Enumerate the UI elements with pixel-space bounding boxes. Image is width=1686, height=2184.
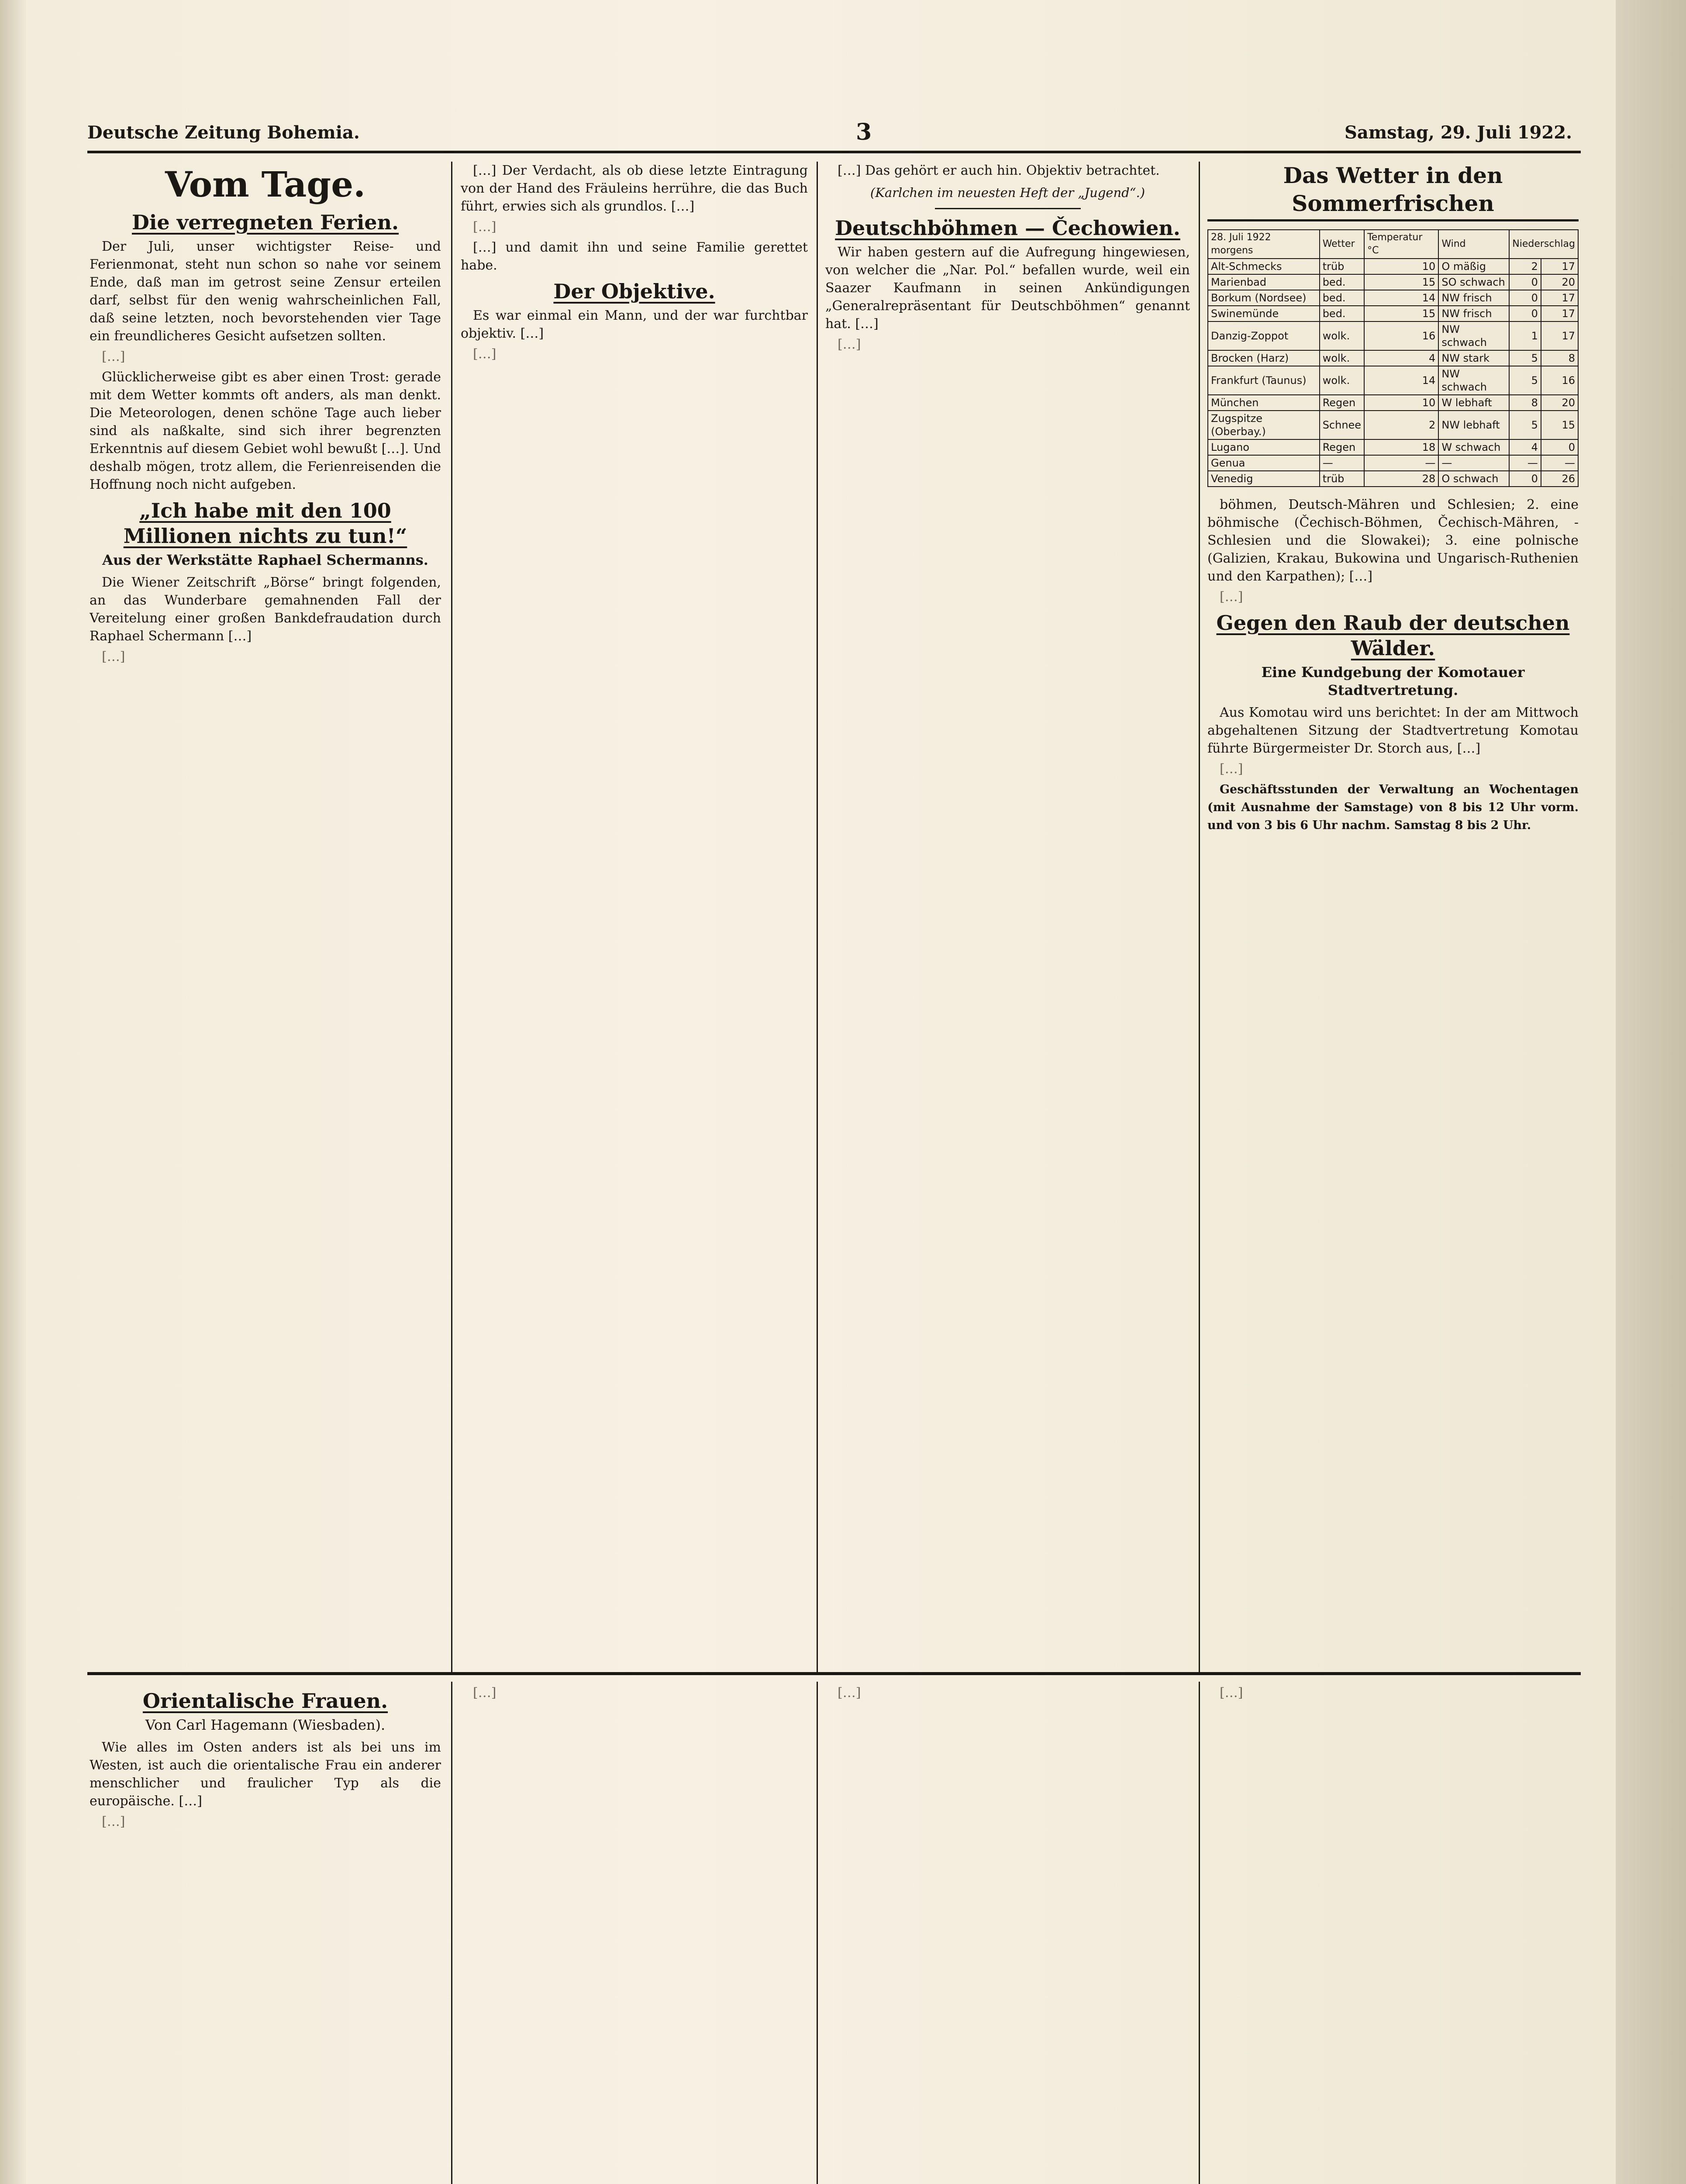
paragraph: böhmen, Deutsch-Mähren und Schlesien; 2. eine böhmische (Čechisch-Böhmen, Čechisch-Mähren, -Schlesien und die Slowakei); 3. eine polnische (Galizien, Krakau, Bukowina und Ungarisch-Ruthenien und den Karpathen); […] (1207, 497, 1579, 584)
weather-cell: 17 (1541, 306, 1578, 321)
paragraph: Glücklicherweise gibt es aber einen Trost: gerade mit dem Wetter kommts oft anders, als man denkt. Die Meteorologen, denen schöne Tage auch lieber sind als naßkalte, sind sich ihrer begrenzten Erkenntnis auf diesem Gebiet wohl bewußt […]. Und deshalb mögen, trotz allem, die Ferienreisenden die Hoffnung noch nicht aufgeben. (90, 370, 441, 492)
weather-cell: SO schwach (1438, 274, 1509, 290)
weather-cell: 0 (1509, 274, 1541, 290)
weather-heading: Das Wetter in den Sommerfrischen (1207, 162, 1579, 221)
weather-cell: 28 (1364, 471, 1438, 487)
weather-cell: 17 (1541, 290, 1578, 306)
weather-cell: — (1364, 455, 1438, 471)
article-byline: Von Carl Hagemann (Wiesbaden). (145, 1717, 386, 1733)
paragraph: […] Der Verdacht, als ob diese letzte Eintragung von der Hand des Fräuleins herrühre, die das Buch führt, erwies sich als grundlos. […] (461, 163, 808, 214)
weather-cell: Regen (1320, 439, 1364, 455)
weather-cell: 0 (1509, 290, 1541, 306)
page-edge-fold (1616, 0, 1686, 2184)
weather-cell: 20 (1541, 395, 1578, 411)
weather-cell: 26 (1541, 471, 1578, 487)
weather-cell: — (1541, 455, 1578, 471)
bottom-column-1 (90, 1684, 441, 2184)
weather-cell: Danzig-Zoppot (1208, 321, 1320, 350)
weather-cell: bed. (1320, 290, 1364, 306)
weather-cell: 0 (1509, 306, 1541, 321)
weather-cell: 18 (1364, 439, 1438, 455)
weather-cell: Regen (1320, 395, 1364, 411)
paragraph-omitted: […] (473, 346, 496, 362)
weather-table-body (1208, 259, 1578, 487)
masthead (87, 119, 1572, 149)
weather-row (1208, 471, 1578, 487)
weather-cell: Marienbad (1208, 274, 1320, 290)
weather-cell: 8 (1541, 350, 1578, 366)
masthead-date: Samstag, 29. Juli 1922. (1345, 122, 1572, 143)
paragraph: Die Wiener Zeitschrift „Börse“ bringt folgenden, an das Wunderbare gemahnenden Fall der Vereitelung einer großen Bankdefraudation durch Raphael Schermann […] (90, 575, 441, 644)
weather-cell: NW schwach (1438, 321, 1509, 350)
weather-table (1207, 229, 1579, 487)
weather-cell: Alt-Schmecks (1208, 259, 1320, 274)
horizontal-section-rule (87, 1672, 1581, 1675)
weather-cell: 4 (1509, 439, 1541, 455)
weather-cell: 8 (1509, 395, 1541, 411)
weather-cell: 0 (1541, 439, 1578, 455)
weather-cell: — (1509, 455, 1541, 471)
bottom-column-4 (1207, 1684, 1579, 2184)
header-cell: Temperatur °C (1364, 230, 1438, 259)
column-rule-1 (451, 162, 452, 1673)
weather-cell: — (1438, 455, 1509, 471)
weather-cell: NW stark (1438, 350, 1509, 366)
article-title-frauen: Orientalische Frauen. (142, 1689, 388, 1713)
header-cell: Niederschlag (1509, 230, 1578, 259)
header-cell: Wind (1438, 230, 1509, 259)
weather-row (1208, 411, 1578, 439)
weather-cell: NW lebhaft (1438, 411, 1509, 439)
weather-cell: bed. (1320, 274, 1364, 290)
paragraph: Der Juli, unser wichtigster Reise- und Ferienmonat, steht nun schon so nahe vor seinem Ende, daß man im getrost seine Zensur erteilen darf, selbst für den wenig wahrscheinlichen Fall, daß seine letzten, noch bevorstehenden vier Tage ein freundlicheres Gesicht aufsetzen sollten. (90, 239, 441, 344)
paragraph-omitted: […] (1220, 589, 1243, 605)
article-subtitle: Aus der Werkstätte Raphael Schermanns. (102, 552, 428, 568)
paragraph-omitted: […] (1220, 1685, 1243, 1700)
weather-cell: 2 (1364, 411, 1438, 439)
bottom-column-3 (825, 1684, 1190, 2184)
column-rule-3 (1199, 162, 1200, 1673)
weather-cell: 4 (1364, 350, 1438, 366)
weather-cell: NW schwach (1438, 366, 1509, 395)
weather-row (1208, 350, 1578, 366)
paragraph-omitted: […] (1220, 761, 1243, 777)
weather-row (1208, 366, 1578, 395)
weather-cell: W lebhaft (1438, 395, 1509, 411)
weather-row (1208, 274, 1578, 290)
weather-cell: 14 (1364, 290, 1438, 306)
weather-table-date-header: 28. Juli 1922 morgens (1208, 230, 1320, 259)
weather-cell: bed. (1320, 306, 1364, 321)
column-rule-bottom-3 (1199, 1682, 1200, 2184)
weather-row (1208, 259, 1578, 274)
paragraph: Es war einmal ein Mann, und der war furchtbar objektiv. […] (461, 308, 808, 341)
weather-cell: wolk. (1320, 366, 1364, 395)
paragraph-omitted: […] (838, 337, 861, 352)
weather-row (1208, 306, 1578, 321)
weather-cell: Zugspitze (Oberbay.) (1208, 411, 1320, 439)
weather-cell: Frankfurt (Taunus) (1208, 366, 1320, 395)
article-title-objektive: Der Objektive. (553, 280, 715, 303)
article-title-ferien: Die verregneten Ferien. (131, 211, 399, 234)
weather-cell: Swinemünde (1208, 306, 1320, 321)
weather-cell: 1 (1509, 321, 1541, 350)
paragraph: […] Das gehört er auch hin. Objektiv betrachtet. (838, 163, 1160, 178)
header-cell: Wetter (1320, 230, 1364, 259)
weather-cell: 16 (1541, 366, 1578, 395)
column-rule-bottom-2 (817, 1682, 818, 2184)
weather-cell: 15 (1364, 274, 1438, 290)
weather-cell: trüb (1320, 259, 1364, 274)
weather-cell: 0 (1509, 471, 1541, 487)
weather-cell: O mäßig (1438, 259, 1509, 274)
weather-row (1208, 455, 1578, 471)
weather-cell: 20 (1541, 274, 1578, 290)
weather-cell: 5 (1509, 366, 1541, 395)
section-heading: Vom Tage. (165, 164, 365, 205)
paragraph: Wir haben gestern auf die Aufregung hingewiesen, von welcher die „Nar. Pol.“ befallen wurde, weil ein Saazer Kaufmann in seinen Ankündigungen „Generalrepräsentant für Deutschböhmen“ genannt hat. […] (825, 245, 1190, 332)
article-title-waelder: Gegen den Raub der deutschen Wälder. (1216, 611, 1570, 660)
weather-cell: Brocken (Harz) (1208, 350, 1320, 366)
masthead-paper-name: Deutsche Zeitung Bohemia. (87, 122, 360, 143)
weather-cell: NW frisch (1438, 290, 1509, 306)
weather-cell: NW frisch (1438, 306, 1509, 321)
weather-cell: 17 (1541, 259, 1578, 274)
weather-cell: 10 (1364, 395, 1438, 411)
column-2 (461, 162, 808, 1664)
paragraph-omitted: […] (102, 1814, 125, 1829)
weather-cell: Borkum (Nordsee) (1208, 290, 1320, 306)
paragraph: […] und damit ihn und seine Familie gerettet habe. (461, 240, 808, 273)
paragraph-omitted: […] (473, 1685, 496, 1700)
column-4 (1207, 162, 1579, 1664)
weather-cell: trüb (1320, 471, 1364, 487)
paragraph: Aus Komotau wird uns berichtet: In der am Mittwoch abgehaltenen Sitzung der Stadtvertretung Komotau führte Bürgermeister Dr. Storch aus, […] (1207, 705, 1579, 756)
weather-cell: 2 (1509, 259, 1541, 274)
weather-cell: 15 (1541, 411, 1578, 439)
weather-cell: 10 (1364, 259, 1438, 274)
weather-cell: wolk. (1320, 350, 1364, 366)
weather-cell: wolk. (1320, 321, 1364, 350)
weather-cell: 5 (1509, 350, 1541, 366)
bottom-column-2 (461, 1684, 808, 2184)
source-credit: (Karlchen im neuesten Heft der „Jugend“.) (870, 185, 1145, 200)
paragraph-omitted: […] (838, 1685, 861, 1700)
weather-cell: 15 (1364, 306, 1438, 321)
column-rule-2 (817, 162, 818, 1673)
weather-cell: O schwach (1438, 471, 1509, 487)
article-title-deutschboehmen: Deutschböhmen — Čechowien. (835, 216, 1180, 240)
paragraph-omitted: […] (102, 349, 125, 364)
weather-cell: Lugano (1208, 439, 1320, 455)
weather-cell: Venedig (1208, 471, 1320, 487)
weather-row (1208, 321, 1578, 350)
masthead-page-number: 3 (856, 119, 872, 145)
masthead-rule (87, 151, 1581, 153)
weather-cell: W schwach (1438, 439, 1509, 455)
weather-cell: 16 (1364, 321, 1438, 350)
weather-row (1208, 395, 1578, 411)
article-subtitle: Eine Kundgebung der Komotauer Stadtvertretung. (1261, 664, 1525, 698)
separator (935, 208, 1081, 209)
weather-cell: 17 (1541, 321, 1578, 350)
paragraph-omitted: […] (473, 219, 496, 235)
weather-cell: — (1320, 455, 1364, 471)
weather-cell: München (1208, 395, 1320, 411)
weather-cell: Schnee (1320, 411, 1364, 439)
weather-cell: 5 (1509, 411, 1541, 439)
column-rule-bottom-1 (451, 1682, 452, 2184)
weather-cell: 14 (1364, 366, 1438, 395)
page-spine-shadow (0, 0, 26, 2184)
article-title-schermann: „Ich habe mit den 100 Millionen nichts zu tun!“ (123, 499, 407, 548)
paragraph-omitted: […] (102, 649, 125, 664)
weather-row (1208, 439, 1578, 455)
weather-row (1208, 290, 1578, 306)
column-1 (90, 162, 441, 1664)
paragraph: Wie alles im Osten anders ist als bei uns im Westen, ist auch die orientalische Frau ein anderer menschlicher und fraulicher Typ als die europäische. […] (90, 1740, 441, 1809)
column-3 (825, 162, 1190, 1664)
office-hours-notice: Geschäftsstunden der Verwaltung an Wochentagen (mit Ausnahme der Samstage) von 8 bis 12 Uhr vorm. und von 3 bis 6 Uhr nachm. Samstag 8 bis 2 Uhr. (1207, 783, 1579, 832)
weather-cell: Genua (1208, 455, 1320, 471)
